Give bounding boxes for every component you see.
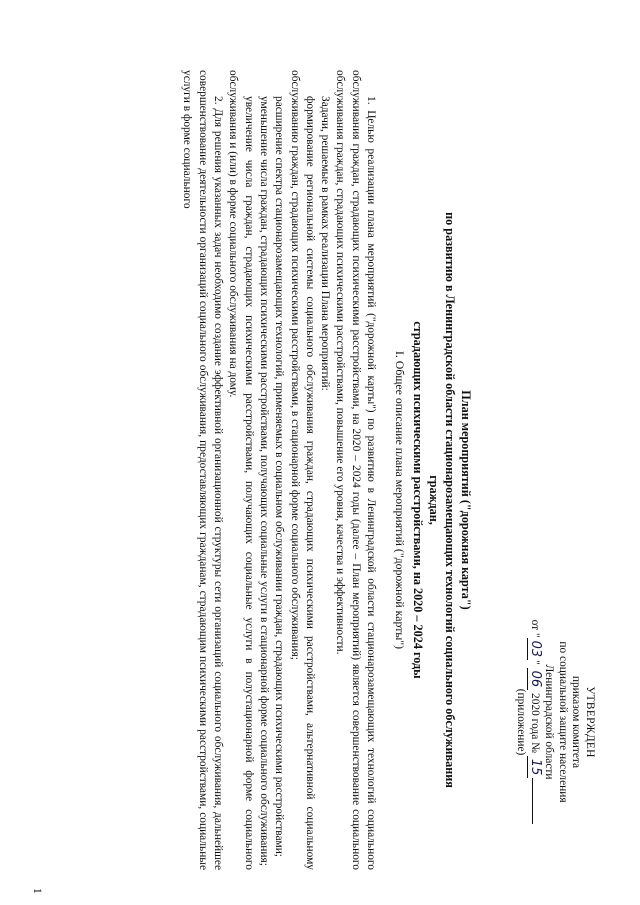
handwritten-day: 03 — [527, 638, 543, 661]
approval-title: УТВЕРЖДЕН — [584, 686, 596, 758]
document-heading — [410, 200, 474, 800]
number-underline — [532, 778, 533, 824]
date-separator: " — [528, 660, 541, 668]
handwritten-month: 06 — [527, 668, 543, 691]
heading-line-2: по развитию в Ленинградской области стационарозамещающих технологий социального обслуживания граждан, — [427, 212, 457, 788]
paragraph: уменьшение числа граждан, страдающих психическими расстройствами, получающих социальные услуги в стационарной форме социального обслуживания; — [257, 96, 270, 866]
approval-annex: (приложение) — [515, 688, 528, 756]
paragraph: формирование региональной системы социального обслуживания граждан, страдающих психическими расстройствами, альтернативной социальному обслуживанию граждан, страдающих психическими расстройствами, в стационарной форме социального обслуживания; — [288, 70, 316, 870]
paragraph: увеличение числа граждан, страдающих психическими расстройствами, получающих социальные услуги в полустационарной форме социального обслуживания и (или) в форме социального обслуживания на дому. — [227, 70, 255, 870]
paragraph: 2. Для решения указанных задач необходимо создание эффективной организационной структуры сети организаций социального обслуживания, дальнейшее совершенствование деятельности организаций социального обслуживания, предоставляющих гражданам, страдающим психическими расстройствами, социальные услуги в форме социального — [181, 70, 225, 870]
handwritten-number: 15 — [527, 756, 543, 779]
page-number: 1 — [31, 888, 43, 894]
date-year: 2020 года № — [528, 690, 541, 754]
section-title: I. Общее описание плана мероприятий ("дорожной карты") — [393, 350, 407, 650]
approval-stamp — [513, 612, 596, 832]
approval-date-number — [527, 612, 542, 832]
heading-line-1: План мероприятий ("дорожная карта") — [459, 390, 473, 610]
approval-line-3: Ленинградской области — [543, 664, 556, 780]
heading-line-3: страдающих психическими расстройствами, на 2020 – 2024 годы — [411, 321, 425, 679]
paragraph: Задачи, решаемые в рамках реализации Плана мероприятий: — [319, 96, 332, 391]
paragraph: расширение спектра стационарозамещающих технологий, применяемых в социальном обслуживании граждан, страдающих психическими расстройствами; — [273, 96, 286, 857]
approval-line-1: приказом комитета — [570, 675, 583, 769]
approval-line-2: по социальной защите населения — [556, 641, 569, 803]
date-prefix: от " — [528, 619, 541, 638]
body-text — [179, 70, 378, 870]
paragraph: 1. Целью реализации плана мероприятий ("дорожной карты") по развитию в Ленинградской области стационарозамещающих технологий социального обслуживания граждан, страдающих психическими расстройствами, на 2020 – 2024 годы (далее – План мероприятий) является совершенствование социального обслуживания граждан, страдающих психическими расстройствами, повышение его уровня, качества и эффективности. — [334, 70, 377, 870]
